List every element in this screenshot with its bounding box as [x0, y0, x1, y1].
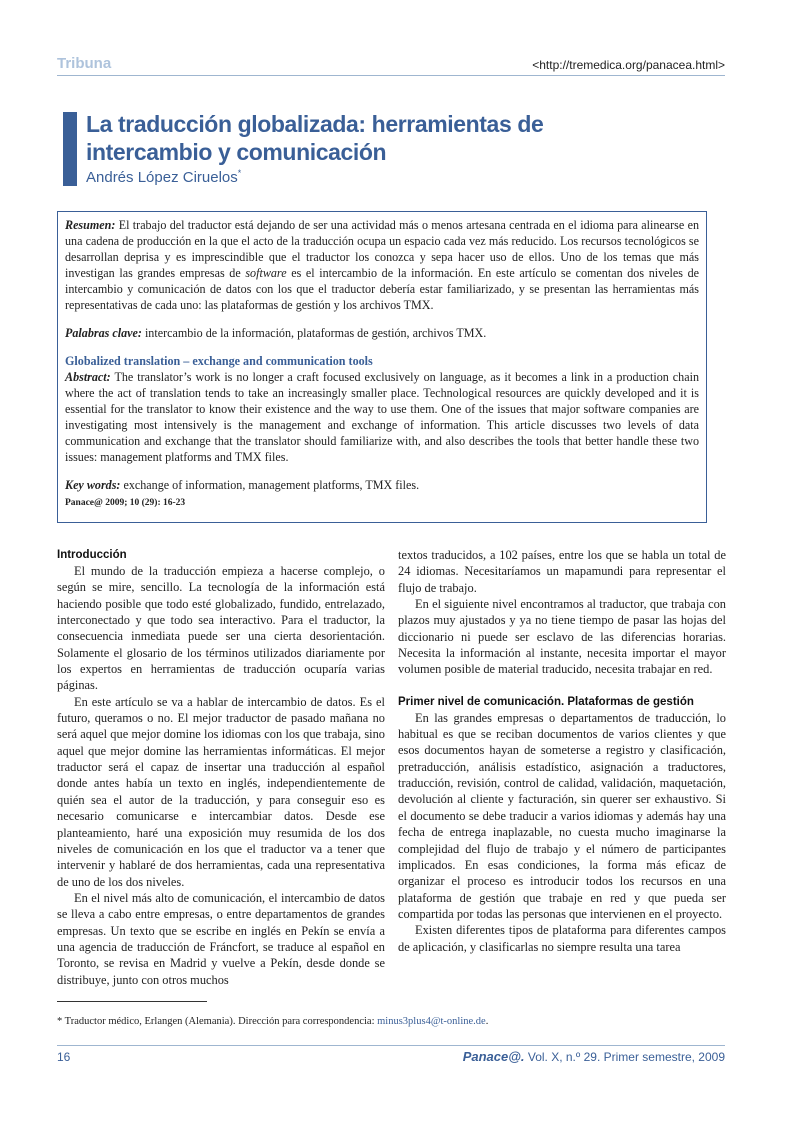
- journal-name: Panace@.: [462, 1049, 525, 1064]
- header-divider: [57, 75, 725, 76]
- body-paragraph: textos traducidos, a 102 países, entre los que se habla un total de 24 idiomas. Necesitaríamos un mapamundi para representar el flujo de trabajo.: [398, 548, 726, 595]
- title-accent-bar: [63, 112, 77, 186]
- palabras-clave-label: Palabras clave:: [65, 326, 142, 340]
- resumen-text-2: es el intercambio de la información. En este artículo se comentan dos niveles de intercambio y comunicación de datos con los que el traductor debería estar familiarizado, y se presentan las herramientas más representativas de cada uno: las plataformas de gestión y los archivos TMX.: [65, 266, 699, 312]
- keywords-paragraph: [65, 477, 699, 493]
- resumen-paragraph: [65, 217, 699, 313]
- journal-url: <http://tremedica.org/panacea.html>: [532, 58, 725, 72]
- footnote-email-link[interactable]: minus3plus4@t-online.de: [377, 1016, 486, 1027]
- keywords-text: exchange of information, management platforms, TMX files.: [120, 478, 420, 492]
- palabras-clave-text: intercambio de la información, plataformas de gestión, archivos TMX.: [141, 326, 487, 340]
- citation: Panace@ 2009; 10 (29): 16-23: [65, 498, 186, 508]
- body-paragraph: Existen diferentes tipos de plataforma para diferentes campos de aplicación, y clasificarlas no siempre resulta una tarea: [398, 923, 726, 954]
- footnote: [57, 1016, 488, 1027]
- footer-divider: [57, 1045, 725, 1046]
- abstract-text: The translator’s work is no longer a craft focused exclusively on language, as it becomes a link in a production chain where the act of translation tends to take an increasingly smaller place. Technological resources are quickly developed and it is essential for the translator to know their existence and the way to use them. One of the issues that major software companies are investigating most intensively is the management and exchange of information. This article discusses two levels of data communication and exchange that the translator should familiarize with, and also describes the tools that better handle these two issues: management platforms and TMX files.: [65, 370, 699, 464]
- resumen-text-1: El trabajo del traductor está dejando de ser una actividad más o menos artesana centrada en el idioma para alinearse en una cadena de producción en la que el acto de la traducción ocupa un espacio cada vez más reducido. Los recursos tecnológicos se desarrollan deprisa y es imprescindible que el traductor los conozca y sepa hacer uso de ellos. Uno de los temas que más investigan las grandes empresas de: [65, 218, 699, 280]
- abstract-box: [57, 211, 707, 523]
- issue-info: Vol. X, n.º 29. Primer semestre, 2009: [524, 1050, 725, 1064]
- resumen-italic-term: software: [245, 266, 287, 280]
- author-footnote-mark: *: [237, 168, 242, 178]
- abstract-paragraph: [65, 369, 699, 465]
- footer-journal-info: [463, 1049, 725, 1064]
- body-paragraph: El mundo de la traducción empieza a hacerse complejo, o según se mire, sencillo. La tecnología de la información está haciendo posible que todo esté globalizado, fundido, entrelazado, interconectado y que todo sea interactivo. Para el traductor, la consecuencia inmediata puede ser una cierta desorientación. Solamente el glosario de los términos utilizados diariamente por los expertos en herramientas de traducción ocuparía varias páginas.: [57, 564, 385, 693]
- body-paragraph: En este artículo se va a hablar de intercambio de datos. Es el futuro, queramos o no. El mejor traductor de pasado mañana no será aquel que mejor domine los idiomas con los que trabaja, sino aquel que mejor domine las herramientas informáticas. El mejor traductor será el capaz de insertar una traducción al español donde antes había un texto en inglés, independientemente de quién sea el autor de la traducción, y para conseguir eso es necesario comunicarse e intercambiar datos. Desde ese planteamiento, haré una exposición muy resumida de los dos niveles de comunicación en los que el traductor va a tener que intervenir y hablaré de dos herramientas, cada una representativa de uno de los dos niveles.: [57, 694, 385, 889]
- footnote-divider: [57, 1001, 207, 1002]
- footnote-text: * Traductor médico, Erlangen (Alemania). Dirección para correspondencia:: [57, 1016, 378, 1027]
- section-heading: Primer nivel de comunicación. Plataformas de gestión: [398, 695, 694, 708]
- body-paragraph: En el siguiente nivel encontramos al traductor, que trabaja con plazos muy ajustados y ya no tiene tiempo de pasar las hojas del diccionario ni puede ser esclavo de las diferencias horarias. Necesita la información al instante, necesita importar el mayor volumen posible de material traducido, necesita trabajar en red.: [398, 597, 726, 677]
- article-author: [86, 168, 241, 186]
- left-column: [57, 547, 385, 988]
- body-paragraph: En el nivel más alto de comunicación, el intercambio de datos se lleva a cabo entre empresas, o entre departamentos de grandes empresas. Un texto que se escribe en inglés en Pekín se envía a una agencia de traducción de Fráncfort, se traduce al español en Toronto, se revisa en Madrid y vuelve a Pekín, desde donde se distribuye, junto con otros muchos: [57, 890, 385, 987]
- intro-heading: Introducción: [57, 549, 127, 561]
- author-name: Andrés López Ciruelos: [86, 169, 238, 186]
- resumen-label: Resumen:: [65, 218, 116, 232]
- abstract-label: Abstract:: [65, 370, 111, 384]
- section-label: Tribuna: [57, 55, 112, 72]
- body-paragraph: En las grandes empresas o departamentos de traducción, lo habitual es que se reciban documentos de varios clientes y que esos documentos hayan de someterse a registro y clasificación, pretraducción, análisis estadístico, asignación a traductores, traducción, revisión, control de calidad, validación, maquetación, devolución al cliente y facturación, sin querer ser exhaustivo. Si el documento se debe traducir a varios idiomas y además hay una fecha de entrega inaplazable, no cuesta mucho imaginarse la complejidad del flujo de trabajo y el número de participantes implicados. En esas condiciones, la forma más eficaz de organizar el proceso es introducir todos los recursos en una plataforma de gestión que trabaje en red y que pueda ser compartida por todas las personas que intervienen en el proyecto.: [398, 710, 726, 921]
- right-column: [398, 547, 726, 955]
- keywords-label: Key words:: [65, 478, 121, 492]
- footnote-end: .: [485, 1016, 489, 1027]
- page-number: 16: [57, 1050, 71, 1064]
- english-title: Globalized translation – exchange and communication tools: [65, 354, 373, 368]
- article-title: La traducción globalizada: herramientas de intercambio y comunicación: [86, 111, 544, 165]
- palabras-clave-paragraph: [65, 325, 699, 341]
